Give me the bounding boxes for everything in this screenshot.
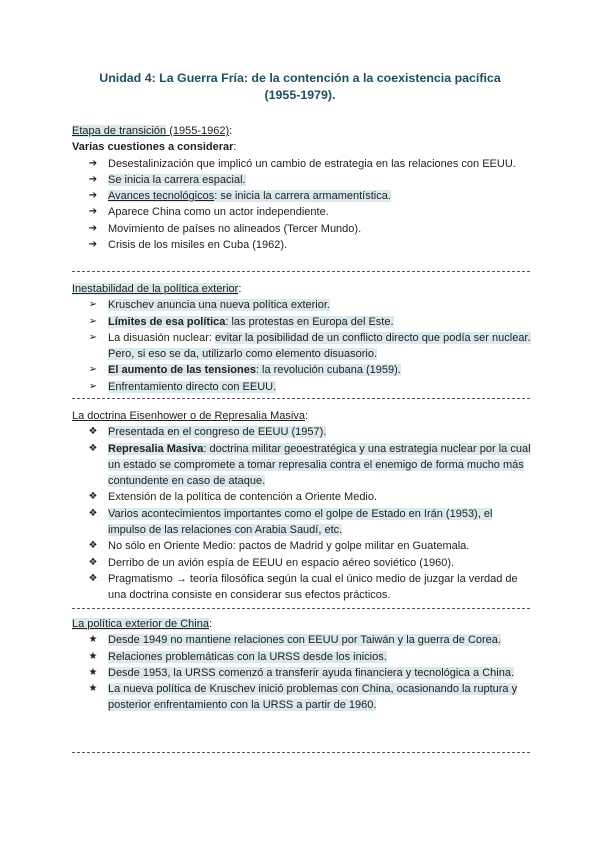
section-china <box>72 616 532 714</box>
arrowhead-icon: ➢ <box>88 364 98 376</box>
arrow-icon: ➔ <box>88 222 98 234</box>
arrow-icon: ➔ <box>88 206 98 218</box>
star-icon: ★ <box>88 683 98 695</box>
diamond-icon: ❖ <box>88 540 98 552</box>
section-divider <box>72 608 530 609</box>
section-heading: La política exterior de China: <box>72 618 213 630</box>
list-item: ➢ Kruschev anuncia una nueva política exterior. <box>72 297 532 313</box>
bullet-list <box>72 632 532 713</box>
arrow-icon: ➔ <box>88 157 98 169</box>
arrowhead-icon: ➢ <box>88 380 98 392</box>
section-divider <box>72 398 530 399</box>
bullet-list <box>72 156 532 254</box>
list-item: ❖ Pragmatismo → teoría filosófica según la cual el único medio de juzgar la verdad de una doctrina consiste en considerar sus efectos prácticos. <box>72 571 532 604</box>
section-divider <box>72 752 530 753</box>
list-item: ❖ Extensión de la política de contención a Oriente Medio. <box>72 489 532 505</box>
list-item: ❖ Derribo de un avión espía de EEUU en espacio aéreo soviético (1960). <box>72 555 532 571</box>
section-heading: Inestabilidad de la política exterior: <box>72 283 242 295</box>
list-item: ➢ Límites de esa política: las protestas en Europa del Este. <box>72 314 532 330</box>
bullet-list <box>72 424 532 603</box>
arrow-icon: ➔ <box>88 239 98 251</box>
arrow-icon: ➔ <box>88 173 98 185</box>
section-subheading: Varias cuestiones a considerar: <box>72 141 237 154</box>
section-divider <box>72 271 530 272</box>
list-item: ★ Desde 1949 no mantiene relaciones con EEUU por Taiwán y la guerra de Corea. <box>72 632 532 648</box>
list-item: ➢ La disuasión nuclear: evitar la posibilidad de un conflicto directo que podía ser nuclear. Pero, si eso se da, utilizarlo como elemento disuasorio. <box>72 330 532 363</box>
section-inestabilidad <box>72 281 532 395</box>
section-transicion <box>72 123 532 253</box>
list-item: ➔ Movimiento de países no alineados (Tercer Mundo). <box>72 221 532 237</box>
star-icon: ★ <box>88 650 98 662</box>
section-heading: Etapa de transición (1955-1962): <box>72 125 233 137</box>
diamond-icon: ❖ <box>88 507 98 519</box>
diamond-icon: ❖ <box>88 556 98 568</box>
list-item: ➔ Se inicia la carrera espacial. <box>72 172 532 188</box>
arrowhead-icon: ➢ <box>88 315 98 327</box>
list-item: ❖ No sólo en Oriente Medio: pactos de Madrid y golpe militar en Guatemala. <box>72 538 532 554</box>
list-item: ★ Desde 1953, la URSS comenzó a transferir ayuda financiera y tecnológica a China. <box>72 665 532 681</box>
diamond-icon: ❖ <box>88 572 98 584</box>
arrowhead-icon: ➢ <box>88 299 98 311</box>
list-item: ★ Relaciones problemáticas con la URSS desde los inicios. <box>72 649 532 665</box>
star-icon: ★ <box>88 666 98 678</box>
list-item: ➔ Desestalinización que implicó un cambio de estrategia en las relaciones con EEUU. <box>72 156 532 172</box>
section-eisenhower <box>72 408 532 604</box>
list-item: ➔ Aparece China como un actor independiente. <box>72 204 532 220</box>
list-item: ➔ Avances tecnológicos: se inicia la carrera armamentística. <box>72 188 532 204</box>
list-item: ❖ Represalia Masiva: doctrina militar geoestratégica y una estrategia nuclear por la cual un estado se compromete a tomar represalia contra el enemigo de forma mucho más contundente en caso de ataque. <box>72 441 532 490</box>
arrowhead-icon: ➢ <box>88 331 98 343</box>
title-line-1: Unidad 4: La Guerra Fría: de la contención a la coexistencia pacífica <box>99 71 501 85</box>
star-icon: ★ <box>88 634 98 646</box>
diamond-icon: ❖ <box>88 426 98 438</box>
list-item: ➢ Enfrentamiento directo con EEUU. <box>72 379 532 395</box>
list-item: ❖ Presentada en el congreso de EEUU (1957). <box>72 424 532 440</box>
diamond-icon: ❖ <box>88 442 98 454</box>
section-heading: La doctrina Eisenhower o de Represalia Masiva: <box>72 410 309 422</box>
list-item: ★ La nueva política de Kruschev inició problemas con China, ocasionando la ruptura y posterior enfrentamiento con la URSS a partir de 1960. <box>72 681 532 714</box>
list-item: ➔ Crisis de los misiles en Cuba (1962). <box>72 237 532 253</box>
title-line-2: (1955-1979). <box>264 88 336 102</box>
bullet-list <box>72 297 532 395</box>
arrow-icon: ➔ <box>88 190 98 202</box>
diamond-icon: ❖ <box>88 491 98 503</box>
list-item: ➢ El aumento de las tensiones: la revolución cubana (1959). <box>72 362 532 378</box>
list-item: ❖ Varios acontecimientos importantes como el golpe de Estado en Irán (1953), el impulso de las relaciones con Arabia Saudí, etc. <box>72 506 532 539</box>
page-title <box>60 70 540 104</box>
